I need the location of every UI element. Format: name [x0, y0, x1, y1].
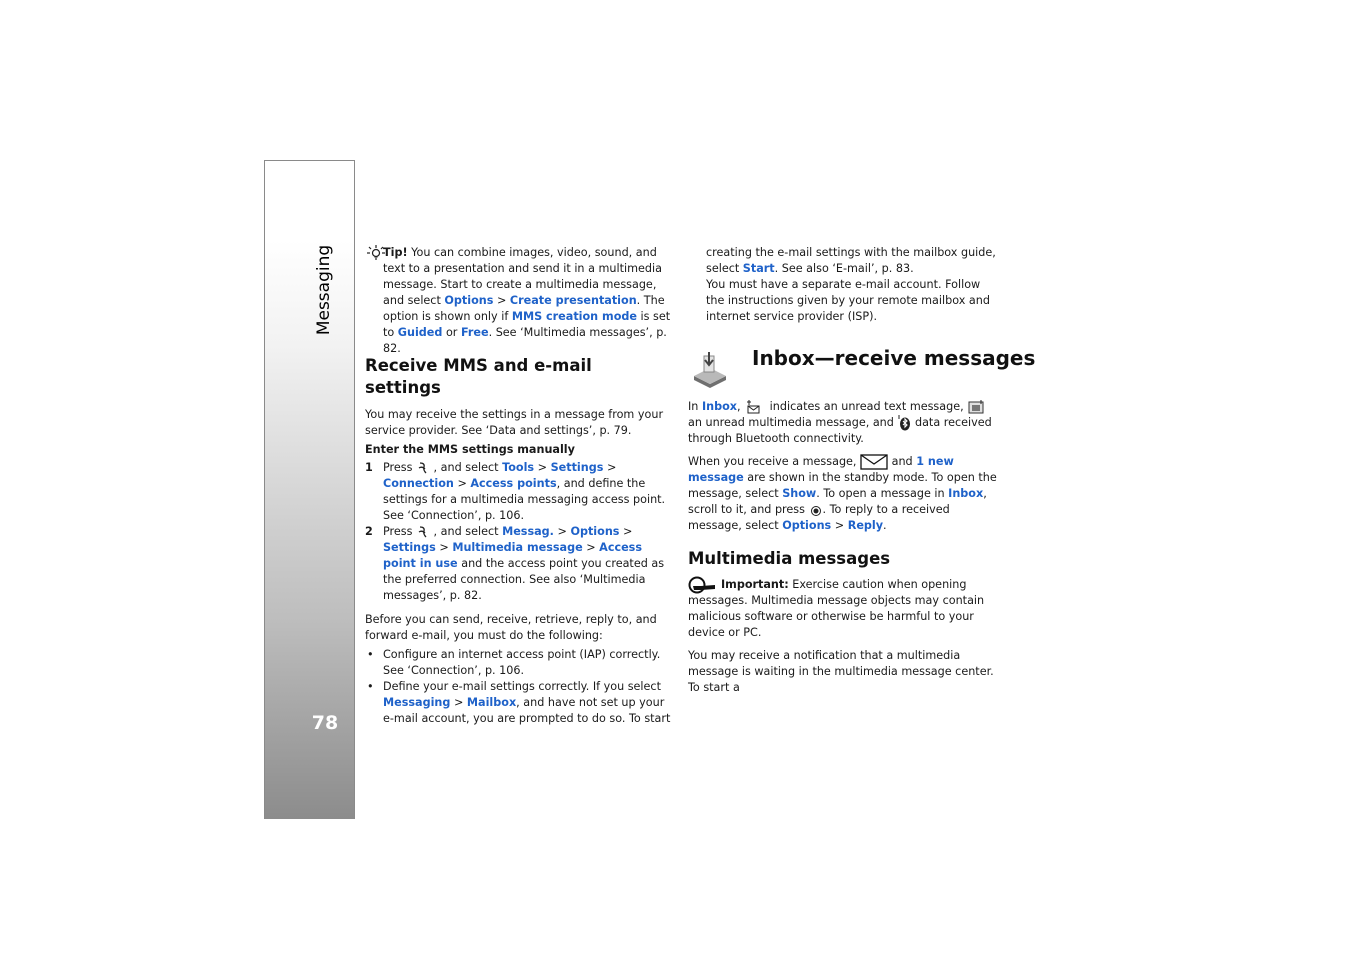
- link-options[interactable]: Options: [782, 519, 832, 532]
- inbox-text: . To open a message in: [816, 487, 949, 500]
- step-item: [365, 460, 673, 524]
- email-intro: Before you can send, receive, retrieve, reply to, and forward e-mail, you must do the following:: [365, 613, 657, 642]
- link-inbox[interactable]: Inbox: [948, 487, 984, 500]
- tip-text: . The option is shown only if: [383, 294, 665, 323]
- inbox-tray-icon: [690, 350, 730, 388]
- inbox-text: In: [688, 400, 702, 413]
- link-mailbox[interactable]: Mailbox: [466, 696, 517, 709]
- inbox-text: an unread multimedia message, and: [688, 416, 898, 429]
- page-number: 78: [311, 712, 339, 734]
- important-text: Exercise caution when opening messages. Multimedia message objects may contain malicious software or otherwise be harmful to your device or PC.: [688, 578, 985, 639]
- separator: >: [453, 477, 471, 490]
- multimedia-paragraph: You may receive a notification that a multimedia message is waiting in the multimedia message center. To start a: [688, 649, 994, 694]
- step-text: Press: [383, 461, 416, 474]
- link-multimedia-message[interactable]: Multimedia message: [452, 541, 583, 554]
- inbox-text: indicates an unread text message,: [766, 400, 968, 413]
- link-access-points[interactable]: Access points: [470, 477, 557, 490]
- tip-label: Tip!: [383, 246, 408, 259]
- step-number: 2: [365, 525, 373, 538]
- separator: >: [603, 461, 617, 474]
- step-text: and the access point you created as the preferred connection. See also ‘Multimedia messages’, p. 82.: [383, 557, 665, 602]
- receive-intro: You may receive the settings in a message from your service provider. See ‘Data and settings’, p. 79.: [365, 408, 664, 437]
- separator: >: [450, 696, 467, 709]
- link-show[interactable]: Show: [782, 487, 817, 500]
- inbox-text: , scroll to it, and press: [688, 487, 987, 516]
- unread-text-message-icon: [744, 400, 766, 414]
- link-connection[interactable]: Connection: [383, 477, 454, 490]
- tip-text: . See ‘Multimedia messages’, p. 82.: [383, 326, 667, 355]
- step-text: , and select: [430, 461, 503, 474]
- separator: >: [534, 461, 551, 474]
- menu-key-icon: [416, 525, 430, 539]
- bullet: •: [367, 648, 374, 661]
- inbox-text: When you receive a message,: [688, 455, 861, 468]
- separator: >: [831, 519, 848, 532]
- link-options[interactable]: Options: [444, 294, 494, 307]
- receive-settings-section: [365, 355, 673, 727]
- inbox-section: [688, 399, 998, 534]
- link-start[interactable]: Start: [742, 262, 775, 275]
- unread-multimedia-message-icon: [967, 400, 985, 414]
- link-new-message[interactable]: 1 new message: [688, 455, 954, 484]
- tip-text: is set to: [383, 310, 671, 339]
- inbox-text: ,: [737, 400, 745, 413]
- link-messaging[interactable]: Messaging: [383, 696, 451, 709]
- inbox-text: . To reply to a received message, select: [688, 503, 950, 532]
- link-settings[interactable]: Settings: [550, 461, 604, 474]
- subheading: Enter the MMS settings manually: [365, 443, 575, 456]
- link-guided[interactable]: Guided: [397, 326, 443, 339]
- link-create-presentation[interactable]: Create presentation: [509, 294, 637, 307]
- step-text: Press: [383, 525, 416, 538]
- separator: >: [493, 294, 510, 307]
- inbox-text: data received through Bluetooth connectivity.: [688, 416, 992, 445]
- bluetooth-data-icon: [897, 415, 911, 431]
- separator: >: [435, 541, 453, 554]
- list-item: [365, 679, 673, 727]
- step-text: , and define the settings for a multimedia messaging access point. See ‘Connection’, p. 106.: [383, 477, 666, 522]
- link-options[interactable]: Options: [570, 525, 620, 538]
- step-number: 1: [365, 461, 373, 474]
- bullet-text: Configure an internet access point (IAP) correctly. See ‘Connection’, p. 106.: [383, 648, 661, 677]
- bullet-text: Define your e-mail settings correctly. If you select: [383, 680, 661, 693]
- section-heading: Receive MMS and e-mail settings: [365, 356, 592, 397]
- menu-key-icon: [416, 461, 430, 475]
- bullet-text: , and have not set up your e-mail account, you are prompted to do so. To start: [383, 696, 671, 725]
- link-settings[interactable]: Settings: [383, 541, 436, 554]
- tip-text: or: [442, 326, 461, 339]
- cont-text: creating the e-mail settings with the mailbox guide, select: [706, 246, 996, 275]
- envelope-icon: [860, 454, 888, 470]
- tip-block: [383, 245, 673, 357]
- link-inbox[interactable]: Inbox: [701, 400, 737, 413]
- important-label: Important:: [721, 578, 789, 591]
- link-messag[interactable]: Messag.: [502, 525, 554, 538]
- inbox-text: and: [888, 455, 917, 468]
- step-text: , and select: [430, 525, 503, 538]
- link-free[interactable]: Free: [460, 326, 489, 339]
- multimedia-heading: Multimedia messages: [688, 549, 891, 568]
- link-reply[interactable]: Reply: [847, 519, 884, 532]
- link-tools[interactable]: Tools: [502, 461, 535, 474]
- separator: >: [553, 525, 571, 538]
- step-item: [365, 524, 673, 604]
- section-label: Messaging: [314, 244, 334, 336]
- cont-text: . See also ‘E-mail’, p. 83.: [774, 262, 914, 275]
- tip-text: You can combine images, video, sound, and text to a presentation and send it in a multimedia message. Start to create a multimedia message, and select: [383, 246, 662, 307]
- separator: >: [619, 525, 633, 538]
- email-continuation: [706, 245, 998, 325]
- link-access-point-in-use[interactable]: Access point in use: [383, 541, 642, 570]
- account-note: You must have a separate e-mail account. Follow the instructions given by your remote mailbox and internet service provider (ISP).: [706, 278, 990, 323]
- separator: >: [582, 541, 600, 554]
- inbox-text: are shown in the standby mode. To open the message, select: [688, 471, 997, 500]
- list-item: [365, 647, 673, 679]
- bullet: •: [367, 680, 374, 693]
- link-mms-creation-mode[interactable]: MMS creation mode: [511, 310, 637, 323]
- important-note: [688, 577, 998, 696]
- joystick-press-icon: [809, 504, 823, 516]
- inbox-heading: Inbox—receive messages: [752, 346, 1036, 370]
- inbox-text: .: [883, 519, 887, 532]
